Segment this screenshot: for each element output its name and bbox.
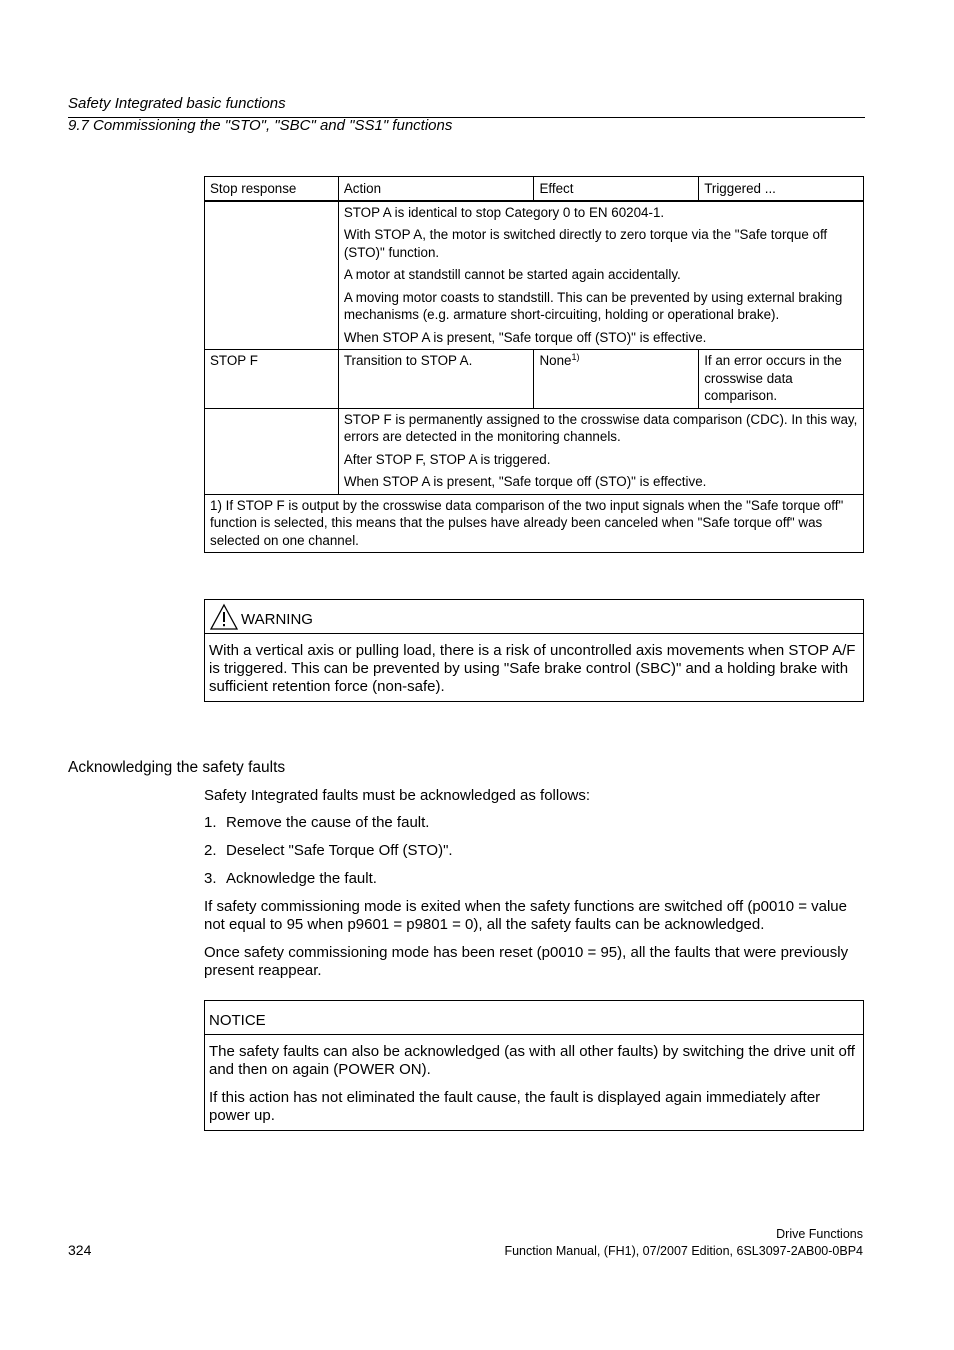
step-text: Remove the cause of the fault.	[226, 814, 430, 831]
table-note: When STOP A is present, "Safe torque off (STO)" is effective.	[343, 329, 707, 345]
acknowledge-intro: Safety Integrated faults must be acknowledged as follows:	[204, 787, 591, 804]
step-number: 1.	[204, 814, 217, 831]
table-note: After STOP F, STOP A is triggered.	[343, 451, 551, 467]
notice-text: The safety faults can also be acknowledged (as with all other faults) by switching the drive unit off and then on again (POWER ON).	[209, 1043, 855, 1078]
warning-box	[204, 599, 864, 702]
running-header-section: 9.7 Commissioning the "STO", "SBC" and "SS1" functions	[68, 117, 453, 134]
section-heading: Acknowledging the safety faults	[68, 759, 286, 776]
table-header-row	[205, 177, 864, 201]
footnote-marker: 1)	[571, 352, 580, 362]
stop-f-response-cell: STOP F	[205, 350, 339, 409]
table-note: STOP F is permanently assigned to the crosswise data comparison (CDC). In this way, errors are detected in the monitoring channels.	[343, 411, 858, 444]
table-footnote: 1) If STOP F is output by the crosswise data comparison of the two input signals when the "Safe torque off" function is selected, this means that the pulses have already been canceled when "Safe torque off" was selected on one channel.	[205, 494, 864, 553]
list-item	[204, 814, 864, 832]
column-header-effect: Effect	[534, 177, 699, 201]
list-item	[204, 842, 864, 860]
list-item	[204, 870, 864, 888]
table-note: A motor at standstill cannot be started again accidentally.	[343, 267, 681, 282]
stop-f-notes-cell	[338, 408, 863, 494]
notice-label: NOTICE	[209, 1012, 266, 1029]
effect-value: None	[539, 353, 572, 368]
empty-cell	[205, 408, 339, 494]
table-row-stop-f	[205, 350, 864, 409]
table-row-stop-f-notes	[205, 408, 864, 494]
warning-triangle-icon	[209, 603, 239, 631]
acknowledge-paragraph: Once safety commissioning mode has been reset (p0010 = 95), all the faults that were previously present reappear.	[204, 944, 849, 979]
running-header-chapter: Safety Integrated basic functions	[68, 95, 286, 112]
table-note: When STOP A is present, "Safe torque off (STO)" is effective.	[343, 474, 707, 489]
stop-a-notes-cell	[338, 201, 863, 350]
table-note: A moving motor coasts to standstill. This can be prevented by using external braking mechanisms (e.g. armature short-circuiting, holding or operational brake).	[343, 289, 843, 322]
step-text: Acknowledge the fault.	[226, 870, 377, 887]
notice-box	[204, 1000, 864, 1131]
notice-body	[205, 1035, 863, 1130]
step-text: Deselect "Safe Torque Off (STO)".	[226, 842, 453, 859]
page-number: 324	[68, 1242, 92, 1258]
footer-title: Drive Functions	[776, 1227, 863, 1241]
table-note: With STOP A, the motor is switched directly to zero torque via the "Safe torque off (STO)" function.	[343, 227, 828, 260]
step-number: 2.	[204, 842, 217, 859]
step-number: 3.	[204, 870, 217, 887]
warning-label: WARNING	[241, 611, 313, 628]
stop-f-triggered-cell: If an error occurs in the crosswise data comparison.	[699, 350, 864, 409]
column-header-action: Action	[338, 177, 534, 201]
empty-cell	[205, 201, 339, 350]
stop-response-table	[204, 176, 864, 553]
table-row-footnote	[205, 494, 864, 553]
column-header-stop-response: Stop response	[205, 177, 339, 201]
stop-f-effect-cell	[534, 350, 699, 409]
notice-text: If this action has not eliminated the fault cause, the fault is displayed again immediately after power up.	[209, 1089, 821, 1124]
table-note: STOP A is identical to stop Category 0 to EN 60204-1.	[343, 204, 665, 220]
table-row-stop-a-notes	[205, 201, 864, 350]
stop-f-action-cell: Transition to STOP A.	[338, 350, 534, 409]
column-header-triggered: Triggered ...	[699, 177, 864, 201]
warning-header	[205, 600, 863, 634]
footer-manual: Function Manual, (FH1), 07/2007 Edition, 6SL3097-2AB00-0BP4	[504, 1244, 863, 1258]
warning-body	[205, 634, 863, 701]
warning-text: With a vertical axis or pulling load, there is a risk of uncontrolled axis movements when STOP A/F is triggered. This can be prevented by using "Safe brake control (SBC)" and a holding brake with sufficient retention force (non-safe).	[209, 642, 856, 695]
acknowledge-paragraph: If safety commissioning mode is exited when the safety functions are switched off (p0010 = value not equal to 95 when p9601 = p9801 = 0), all the safety faults can be acknowledged.	[204, 898, 847, 933]
notice-header	[205, 1001, 863, 1035]
